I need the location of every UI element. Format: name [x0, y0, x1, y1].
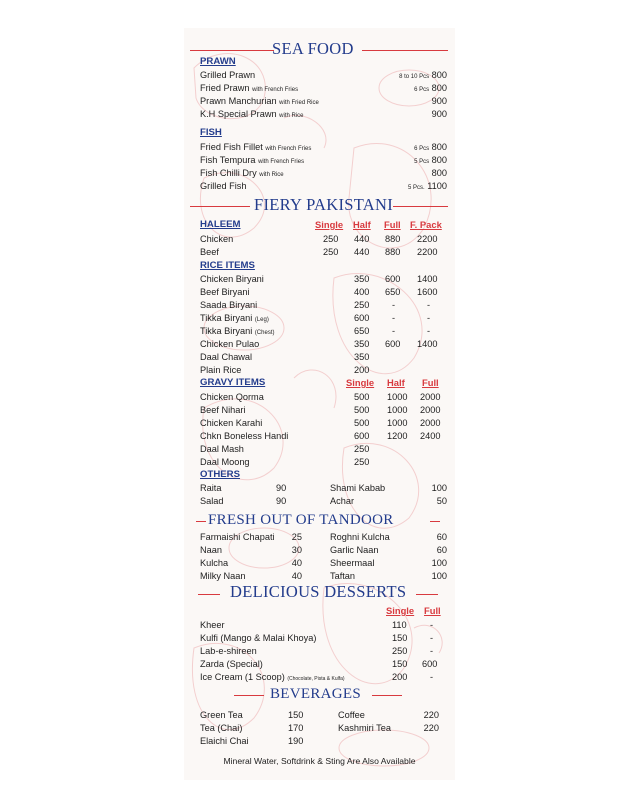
price-fpack: 2200 — [417, 247, 438, 257]
menu-item-price: 5 Pcs 800 — [414, 155, 447, 165]
menu-item-price: 190 — [288, 736, 304, 746]
menu-item-price: 90 — [276, 483, 287, 493]
title-rule-left — [190, 50, 274, 51]
title-rule-right — [372, 695, 402, 696]
fish-heading: FISH — [200, 127, 222, 138]
menu-item-name: Tikka Biryani (Leg) — [200, 313, 269, 323]
menu-item-name: Grilled Fish — [200, 181, 247, 191]
menu-item-price: 900 — [431, 109, 447, 119]
price-half: 1000 — [387, 392, 408, 402]
price-half: 1200 — [387, 431, 408, 441]
menu-item-price: 90 — [276, 496, 287, 506]
title-rule-left — [234, 695, 264, 696]
price-full: 1600 — [417, 287, 438, 297]
price-single: 250 — [354, 457, 370, 467]
price-full: 2000 — [420, 405, 441, 415]
menu-item-name: Farmaishi Chapati — [200, 532, 275, 542]
menu-item-name: Chicken Karahi — [200, 418, 263, 428]
menu-item-price: 50 — [436, 496, 447, 506]
menu-item-name: Coffee — [338, 710, 365, 720]
gravy-heading: GRAVY ITEMS — [200, 377, 266, 388]
price-full: 2400 — [420, 431, 441, 441]
seafood-title: SEA FOOD — [272, 39, 354, 58]
menu-item-name: Chicken Biryani — [200, 274, 264, 284]
tandoor-title: FRESH OUT OF TANDOOR — [208, 512, 394, 528]
price-single: 200 — [354, 365, 370, 375]
price-single: 250 — [392, 646, 408, 656]
title-rule-left — [198, 594, 220, 595]
menu-item-name: Green Tea — [200, 710, 243, 720]
menu-item-price: 30 — [291, 545, 302, 555]
price-half: 600 — [385, 274, 401, 284]
pakistani-title: FIERY PAKISTANI — [254, 195, 394, 214]
price-full: - — [430, 633, 434, 643]
menu-item-name: Sheermaal — [330, 558, 375, 568]
others-heading: OTHERS — [200, 469, 240, 480]
menu-item-price: 60 — [436, 545, 447, 555]
price-single: 400 — [354, 287, 370, 297]
menu-item-name: Kheer — [200, 620, 225, 630]
price-single: 110 — [392, 620, 407, 630]
menu-item-name: Lab-e-shireen — [200, 646, 257, 656]
price-single: 500 — [354, 418, 370, 428]
menu-item-name: Zarda (Special) — [200, 659, 263, 669]
price-single: 150 — [392, 633, 408, 643]
menu-item-name: Kulfi (Mango & Malai Khoya) — [200, 633, 317, 643]
beverages-title: BEVERAGES — [270, 686, 362, 702]
column-header-single: Single — [346, 377, 375, 388]
price-full: 2000 — [420, 392, 441, 402]
menu-item-name: Naan — [200, 545, 222, 555]
column-header-single: Single — [315, 219, 344, 230]
menu-item-name: Saada Biryani — [200, 300, 258, 310]
price-half: 1000 — [387, 418, 408, 428]
menu-item-name: Fried Fish Fillet with French Fries — [200, 142, 312, 152]
menu-item-name: Beef — [200, 247, 219, 257]
menu-item-name: Chicken — [200, 234, 234, 244]
price-single: 350 — [354, 339, 370, 349]
menu-item-name: Achar — [330, 496, 355, 506]
desserts-title: DELICIOUS DESSERTS — [230, 582, 407, 601]
menu-item-name: Chicken Qorma — [200, 392, 264, 402]
footer-note: Mineral Water, Softdrink & Sting Are Also Available — [223, 756, 416, 766]
price-half: - — [392, 326, 396, 336]
menu-item-name: Milky Naan — [200, 571, 246, 581]
menu-item-name: Ice Cream (1 Scoop) (Chocolate, Pista & Kulfa) — [200, 672, 345, 682]
menu-item-price: 800 — [431, 168, 447, 178]
price-full: - — [430, 620, 434, 630]
price-half: 650 — [385, 287, 401, 297]
menu-item-name: Beef Biryani — [200, 287, 250, 297]
price-full: - — [430, 646, 434, 656]
menu-item-price: 100 — [431, 483, 447, 493]
price-half: 440 — [354, 234, 370, 244]
menu-item-name: Fried Prawn with French Fries — [200, 83, 299, 93]
menu-item-name: Chkn Boneless Handi — [200, 431, 289, 441]
price-full: - — [427, 300, 431, 310]
title-rule-right — [362, 50, 448, 51]
menu-item-price: 6 Pcs 800 — [414, 83, 447, 93]
menu-item-price: 220 — [423, 710, 439, 720]
menu-item-name: Daal Chawal — [200, 352, 253, 362]
menu-item-name: Plain Rice — [200, 365, 242, 375]
menu-item-price: 220 — [423, 723, 439, 733]
menu-item-name: Prawn Manchurian with Fried Rice — [200, 96, 319, 106]
menu-item-name: Fish Chilli Dry with Rice — [200, 168, 284, 178]
price-fpack: 2200 — [417, 234, 438, 244]
column-header-full: Full — [422, 377, 439, 388]
price-single: 250 — [323, 247, 339, 257]
menu-item-name: K.H Special Prawn with Rice — [200, 109, 304, 119]
price-single: 600 — [354, 431, 370, 441]
menu-item-name: Tikka Biryani (Chest) — [200, 326, 275, 336]
price-half: - — [392, 300, 396, 310]
price-full: 2000 — [420, 418, 441, 428]
column-header-full: Full — [384, 219, 401, 230]
title-rule-right — [430, 521, 440, 522]
menu-item-name: Tea (Chai) — [200, 723, 243, 733]
menu-item-name: Taftan — [330, 571, 356, 581]
price-single: 600 — [354, 313, 370, 323]
column-header-half: Half — [387, 377, 405, 388]
menu-item-price: 40 — [291, 558, 302, 568]
menu-item-price: 100 — [431, 558, 447, 568]
menu-item-name: Raita — [200, 483, 222, 493]
menu-item-price: 6 Pcs 800 — [414, 142, 447, 152]
price-half: 440 — [354, 247, 370, 257]
menu-item-name: Kashmiri Tea — [338, 723, 391, 733]
menu-item-name: Garlic Naan — [330, 545, 379, 555]
menu-item-name: Fish Tempura with French Fries — [200, 155, 305, 165]
price-full: - — [427, 326, 431, 336]
price-single: 500 — [354, 405, 370, 415]
menu-item-name: Kulcha — [200, 558, 229, 568]
menu-card — [184, 28, 455, 780]
title-rule-right — [416, 594, 438, 595]
price-single: 650 — [354, 326, 370, 336]
price-half: - — [392, 313, 396, 323]
column-header-full: Full — [424, 605, 441, 616]
menu-item-price: 60 — [436, 532, 447, 542]
column-header-fpack: F. Pack — [410, 219, 442, 230]
menu-item-name: Salad — [200, 496, 224, 506]
menu-item-price: 5 Pcs. 1100 — [407, 181, 447, 191]
menu-item-price: 40 — [291, 571, 302, 581]
menu-item-price: 900 — [431, 96, 447, 106]
price-single: 250 — [354, 444, 370, 454]
price-full: 1400 — [417, 339, 438, 349]
price-full: - — [427, 313, 431, 323]
price-full: - — [430, 672, 434, 682]
price-single: 250 — [323, 234, 339, 244]
title-rule-left — [196, 521, 206, 522]
prawn-heading: PRAWN — [200, 56, 236, 67]
menu-item-price: 8 to 10 Pcs 800 — [399, 70, 447, 80]
price-single: 500 — [354, 392, 370, 402]
menu-item-price: 100 — [431, 571, 447, 581]
menu-item-price: 170 — [288, 723, 304, 733]
price-half: 600 — [385, 339, 401, 349]
menu-item-name: Daal Moong — [200, 457, 250, 467]
menu-item-name: Roghni Kulcha — [330, 532, 390, 542]
price-single: 350 — [354, 352, 370, 362]
menu-item-name: Grilled Prawn — [200, 70, 256, 80]
price-full: 600 — [422, 659, 438, 669]
menu-item-price: 150 — [288, 710, 304, 720]
price-full: 1400 — [417, 274, 438, 284]
price-single: 350 — [354, 274, 370, 284]
menu-item-name: Shami Kabab — [330, 483, 386, 493]
price-full: 880 — [385, 234, 401, 244]
menu-item-name: Elaichi Chai — [200, 736, 249, 746]
price-single: 200 — [392, 672, 408, 682]
rice-heading: RICE ITEMS — [200, 260, 255, 271]
price-single: 250 — [354, 300, 370, 310]
price-full: 880 — [385, 247, 401, 257]
haleem-heading: HALEEM — [200, 219, 241, 230]
title-rule-right — [393, 206, 448, 207]
menu-item-name: Chicken Pulao — [200, 339, 260, 349]
column-header-half: Half — [353, 219, 371, 230]
price-half: 1000 — [387, 405, 408, 415]
price-single: 150 — [392, 659, 408, 669]
menu-item-name: Daal Mash — [200, 444, 244, 454]
menu-item-name: Beef Nihari — [200, 405, 246, 415]
title-rule-left — [190, 206, 250, 207]
column-header-single: Single — [386, 605, 415, 616]
menu-item-price: 25 — [291, 532, 302, 542]
